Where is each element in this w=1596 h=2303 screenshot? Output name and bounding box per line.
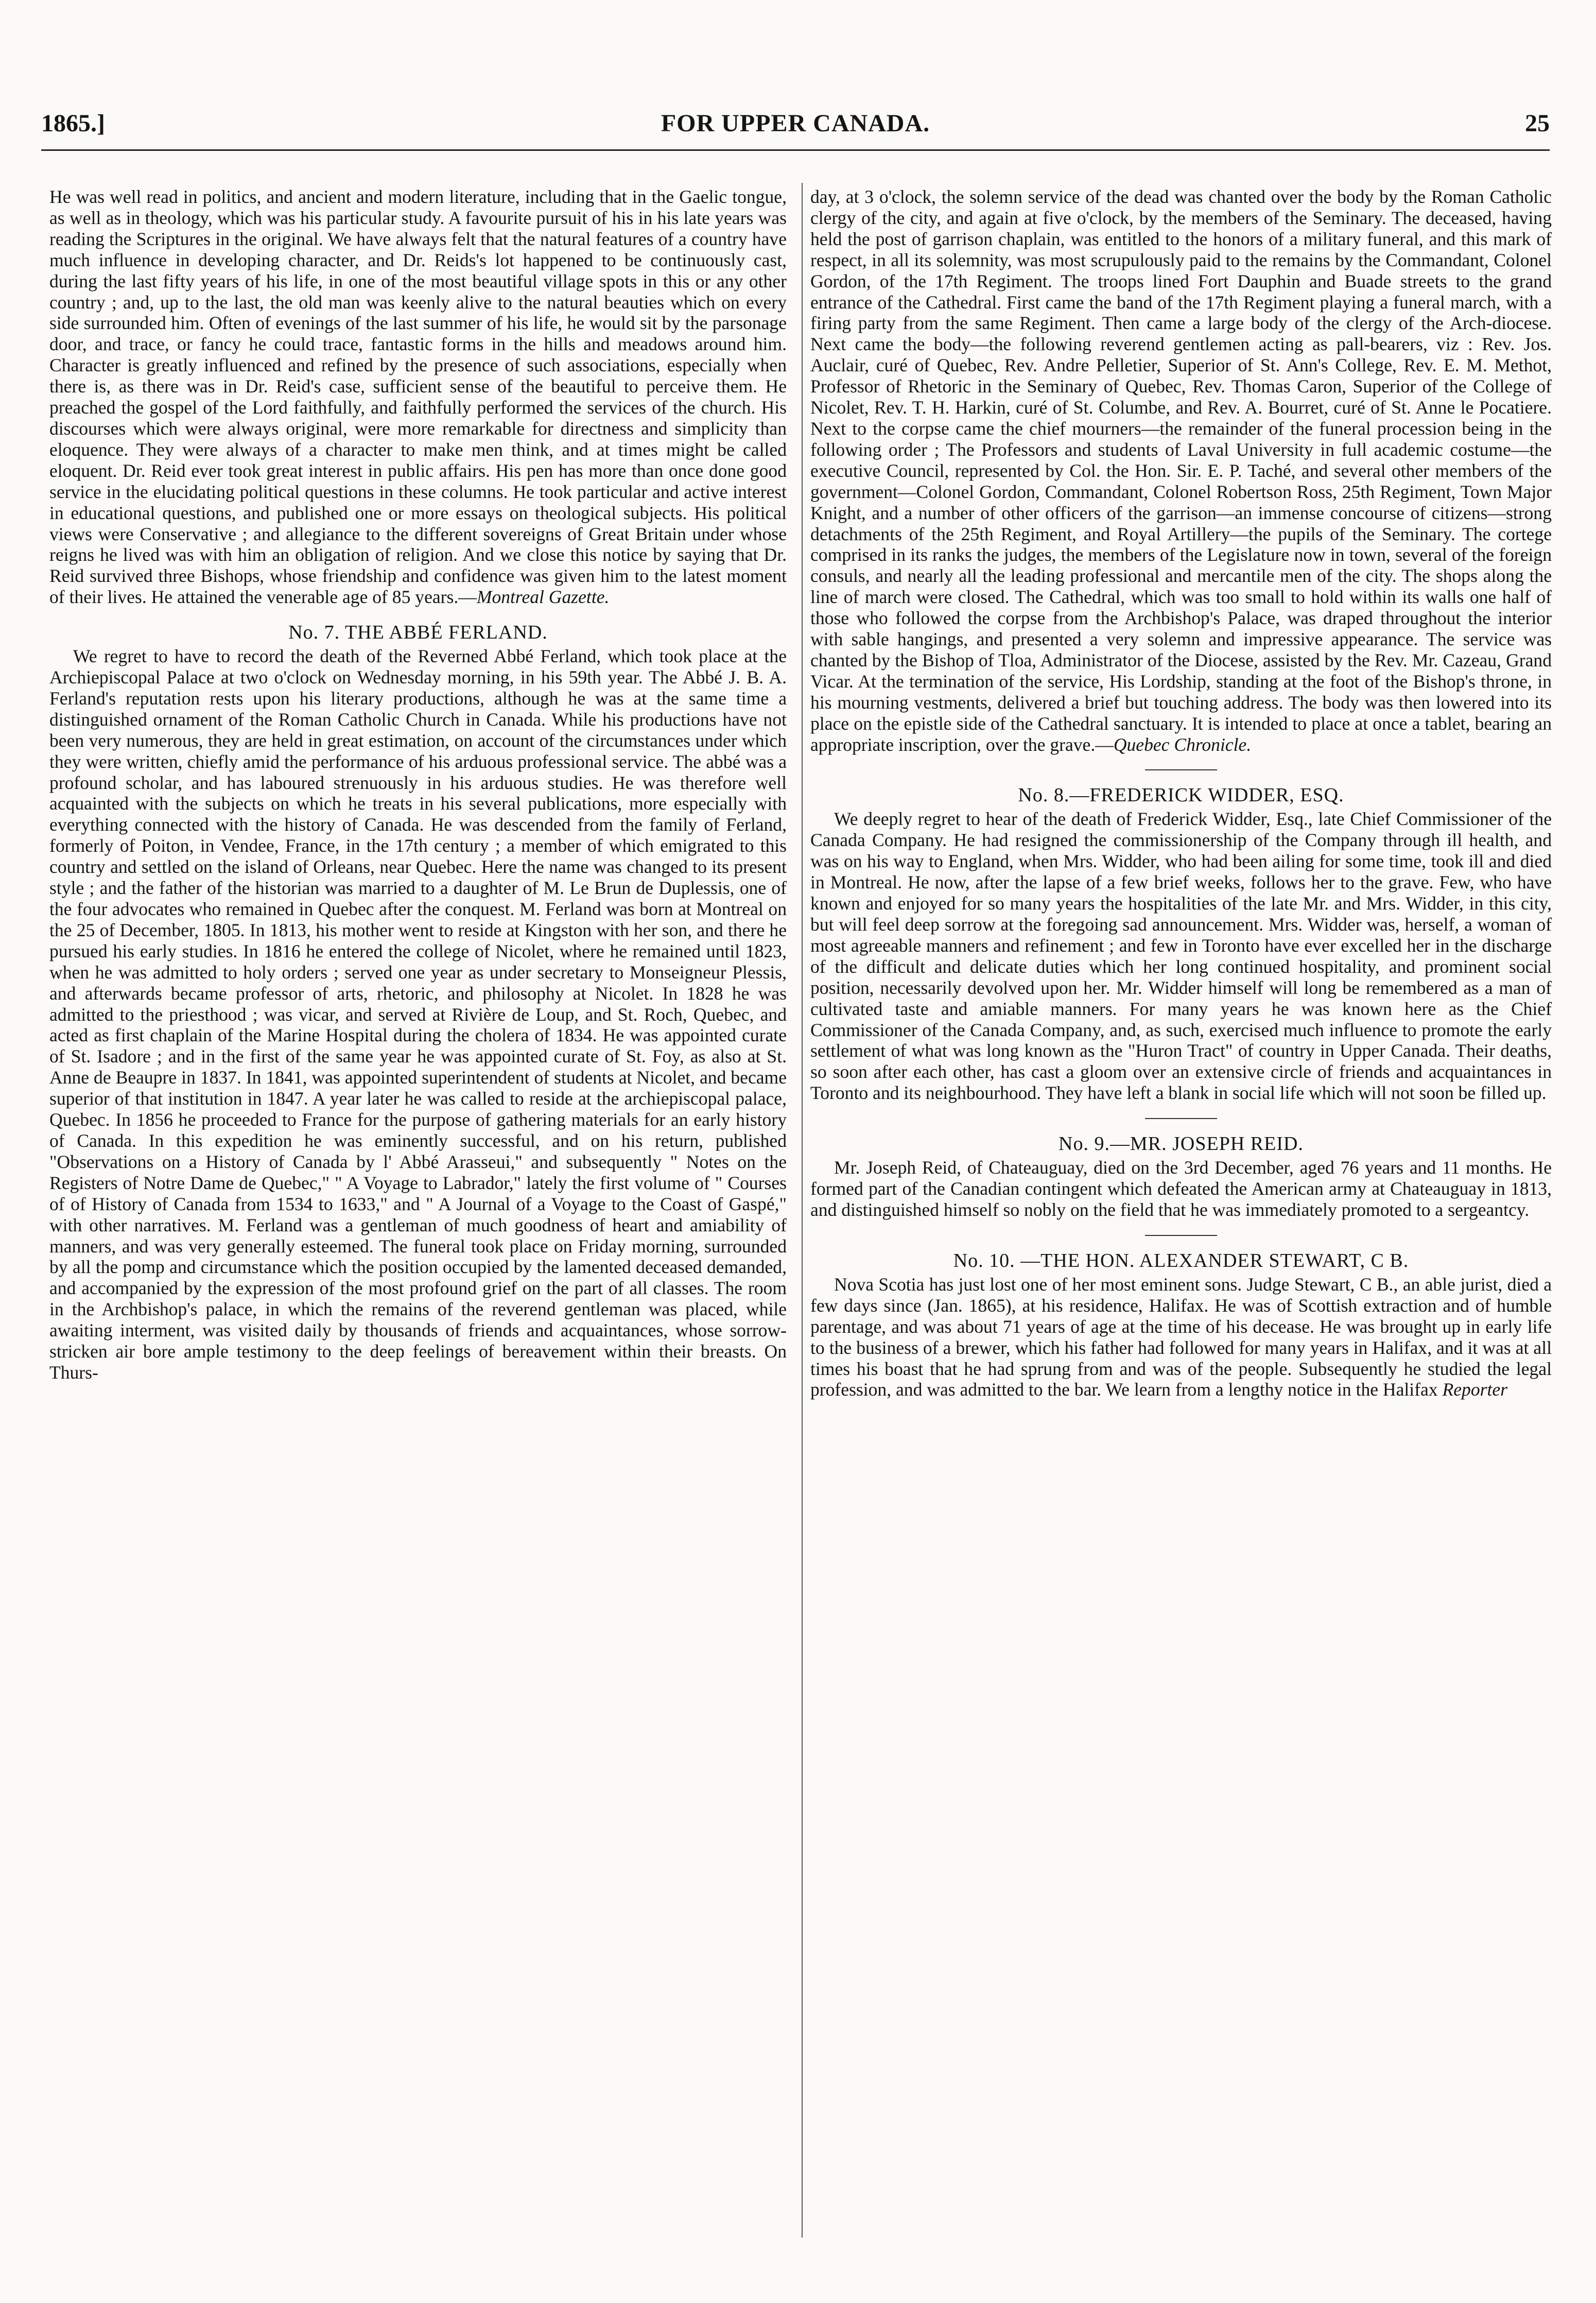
running-title: FOR UPPER CANADA. (661, 110, 930, 137)
obituary-reid-continuation (49, 186, 787, 608)
left-column (49, 186, 787, 1383)
page-number: 25 (1525, 110, 1550, 137)
stewart-source: Reporter (1442, 1379, 1507, 1400)
stewart-body: Nova Scotia has just lost one of her most eminent sons. Judge Stewart, C B., an able jurist, died a few days since (Jan. 1865), at his residence, Halifax. He was of Scottish extraction and of humble parentage, and was about 71 years of age at the time of his decease. He was brought up in early life to the business of a brewer, which his father had followed for many years in Halifax, and it was at all times his boast that he had sprung from and was of the people. Subsequently he studied the legal profession, and was admitted to the bar. We learn from a lengthy notice in the Halifax (810, 1274, 1552, 1400)
right-column (810, 186, 1552, 1400)
column-divider (802, 183, 803, 2238)
heading-stewart: No. 10. —THE HON. ALEXANDER STEWART, C B. (953, 1249, 1409, 1271)
section-rule (1145, 769, 1217, 770)
reid-body: He was well read in politics, and ancient and modern literature, including that in the Gaelic tongue, as well as in theology, which was his particular study. A favourite pursuit of his in his late years was reading the Scriptures in the original. We have always felt that the natural features of a country have much influence in developing character, and Dr. Reids's lot happened to be continuously cast, during the last fifty years of his life, in one of the most beautiful village spots in this or any other country ; and, up to the last, the old man was keenly alive to the natural beauties which on every side surrounded him. Often of evenings of the last summer of his life, he would sit by the parsonage door, and trace, or fancy he could trace, fantastic forms in the hills and meadows around him. Character is greatly influenced and refined by the presence of such associations, especially when there is, as there was in Dr. Reid's case, sufficient sense of the beautiful to perceive them. He preached the gospel of the Lord faithfully, and faithfully performed the services of the church. His discourses which were always original, were more remarkable for directness and simplicity than eloquence. They were always of a character to make men think, and at times might be called eloquent. Dr. Reid ever took great interest in public affairs. His pen has more than once done good service in the elucidating political questions in these columns. He took particular and active interest in educational questions, and published one or more essays on theological subjects. His political views were Conservative ; and allegiance to the different sovereigns of Great Britain under whose reigns he lived was with him an obligation of religion. And we close this notice by saying that Dr. Reid survived three Bishops, whose friendship and confidence was given him to the latest moment of their lives. He attained the venerable age of 85 years.— (49, 186, 787, 608)
obituary-ferland: We regret to have to record the death of the Reverned Abbé Ferland, which took place at the Archiepiscopal Palace at two o'clock on Wednesday morning, in his 59th year. The Abbé J. B. A. Ferland's reputation rests upon his literary productions, although he was at the same time a distinguished ornament of the Roman Catholic Church in Canada. While his productions have not been very numerous, they are held in great estimation, on account of the circumstances under which they were written, chiefly amid the performance of his arduous professional service. The abbé was a profound scholar, and has laboured strenuously in his arduous studies. He was therefore well acquainted with the subjects on which he treats in his several publications, more especially with everything connected with the history of Canada. He was descended from the family of Ferland, formerly of Poiton, in Vendee, France, in the 17th century ; a member of which emigrated to this country and settled on the island of Orleans, near Quebec. Here the name was changed to its present style ; and the father of the historian was married to a daughter of M. Le Brun de Duplessis, one of the four advocates who remained in Quebec after the conquest. M. Ferland was born at Montreal on the 25 of December, 1805. In 1813, his mother went to reside at Kingston with her son, and there he pursued his early studies. In 1816 he entered the college of Nicolet, where he remained until 1823, when he was admitted to holy orders ; served one year as under secretary to Monseigneur Plessis, and afterwards became professor of arts, rhetoric, and philosophy at Nicolet. In 1828 he was admitted to the priesthood ; was vicar, and served at Rivière de Loup, and St. Roch, Quebec, and acted as first chaplain of the Marine Hospital during the cholera of 1834. He was appointed curate of St. Isadore ; and in the first of the same year he was appointed curate of St. Foy, as also at St. Anne de Beaupre in 1837. In 1841, was appointed superintendent of students at Nicolet, and became superior of that institution in 1847. A year later he was called to reside at the archiepiscopal palace, Quebec. In 1856 he proceeded to France for the purpose of gathering materials for an early history of Canada. In this expedition he was eminently successful, and on his return, published "Observations on a History of Canada by l' Abbé Arasseui," and subsequently " Notes on the Registers of Notre Dame de Quebec," " A Voyage to Labrador," lately the first volume of " Courses of of History of Canada from 1534 to 1633," and " A Journal of a Voyage to the Coast of Gaspé," with other narratives. M. Ferland was a gentleman of much goodness of heart and amiability of manners, and was very generally esteemed. The funeral took place on Friday morning, surrounded by all the pomp and circumstance which the position occupied by the lamented deceased demanded, and accompanied by the expression of the most profound grief on the part of all classes. The room in the Archbishop's palace, in which the remains of the reverend gentleman was placed, while awaiting interment, was visited daily by thousands of friends and acquaintances, whose sorrow-stricken air bore ample testimony to the deep feelings of bereavement within their breasts. On Thurs- (49, 646, 787, 1383)
heading-joseph-reid: No. 9.—MR. JOSEPH REID. (1059, 1133, 1304, 1155)
ferland-body-cont: day, at 3 o'clock, the solemn service of the dead was chanted over the body by the Roman Catholic clergy of the city, and again at five o'clock, by the members of the Seminary. The deceased, having held the post of garrison chaplain, was entitled to the honors of a military funeral, and this mark of respect, in all its solemnity, was most scrupulously paid to the remains by the Commandant, Colonel Gordon, of the 17th Regiment. The troops lined Fort Dauphin and Buade streets to the grand entrance of the Cathedral. First came the band of the 17th Regiment playing a funeral march, with a firing party from the same Regiment. Then came a large body of the clergy of the Arch-diocese. Next came the body—the following reverend gentlemen acting as pall-bearers, viz : Rev. Jos. Auclair, curé of Quebec, Rev. Andre Pelletier, Superior of St. Ann's College, Rev. E. M. Methot, Professor of Rhetoric in the Seminary of Quebec, Rev. Thomas Caron, Superior of the College of Nicolet, Rev. T. H. Harkin, curé of St. Columbe, and Rev. A. Bourret, curé of St. Anne le Pocatiere. Next to the corpse came the chief mourners—the remainder of the funeral procession being in the following order ; The Professors and students of Laval University in full academic costume—the executive Council, represented by Col. the Hon. Sir. E. P. Taché, and several other members of the government—Colonel Gordon, Commandant, Colonel Robertson Ross, 25th Regiment, Town Major Knight, and a number of other officers of the garrison—an immense concourse of citizens—strong detachments of the 25th Regiment, and Royal Artillery—the pupils of the Seminary. The cortege comprised in its ranks the judges, the members of the Legislature now in town, several of the foreign consuls, and nearly all the leading professional and mercantile men of the city. The shops along the line of march were closed. The Cathedral, which was too small to hold within its walls one half of those who followed the corpse from the Archbishop's Palace, was draped throughout the interior with sable hangings, and presented a very solemn and impressive appearance. The service was chanted by the Bishop of Tloa, Administrator of the Diocese, assisted by the Rev. Mr. Cazeau, Grand Vicar. At the termination of the service, His Lordship, standing at the foot of the Bishop's throne, in his mourning vestments, delivered a brief but touching address. The body was then lowered into its place on the epistle side of the Cathedral sanctuary. It is intended to place at once a tablet, bearing an appropriate inscription, over the grave.— (810, 186, 1552, 755)
ferland-source: Quebec Chronicle. (1113, 734, 1252, 755)
obituary-ferland-continuation (810, 186, 1552, 755)
section-rule (1145, 1118, 1217, 1119)
section-rule (1145, 1235, 1217, 1236)
heading-widder: No. 8.—FREDERICK WIDDER, ESQ. (1018, 784, 1344, 806)
page-header (41, 109, 1550, 140)
obituary-widder: We deeply regret to hear of the death of Frederick Widder, Esq., late Chief Commissioner of the Canada Company. He had resigned the commissionership of the Company through ill health, and was on his way to England, when Mrs. Widder, who had been ailing for some time, took ill and died in Montreal. He now, after the lapse of a few brief weeks, follows her to the grave. Few, who have known and enjoyed for so many years the hospitalities of the late Mr. and Mrs. Widder, in this city, but will feel deep sorrow at the foregoing sad announcement. Mrs. Widder was, herself, a woman of most agreeable manners and refinement ; and few in Toronto have ever excelled her in the discharge of the difficult and delicate duties which her long continued hospitality, and prominent social position, necessarily devolved upon her. Mr. Widder himself will long be remembered as a man of cultivated taste and amiable manners. For many years he was known here as the Chief Commissioner of the Canada Company, and, as such, exercised much influence to promote the early settlement of what was long known as the "Huron Tract" of country in Upper Canada. Their deaths, so soon after each other, has cast a gloom over an extensive circle of friends and acquaintances in Toronto and its neighbourhood. They have left a blank in social life which will not soon be filled up. (810, 809, 1552, 1104)
obituary-joseph-reid: Mr. Joseph Reid, of Chateauguay, died on the 3rd December, aged 76 years and 11 months. He formed part of the Canadian contingent which defeated the American army at Chateauguay in 1813, and distinguished himself so nobly on the field that he was immediately promoted to a sergeantcy. (810, 1157, 1552, 1220)
heading-ferland: No. 7. THE ABBÉ FERLAND. (288, 622, 548, 644)
obituary-stewart (810, 1274, 1552, 1400)
header-rule (41, 149, 1550, 151)
reid-source: Montreal Gazette. (476, 587, 610, 608)
header-year: 1865.] (41, 110, 105, 137)
